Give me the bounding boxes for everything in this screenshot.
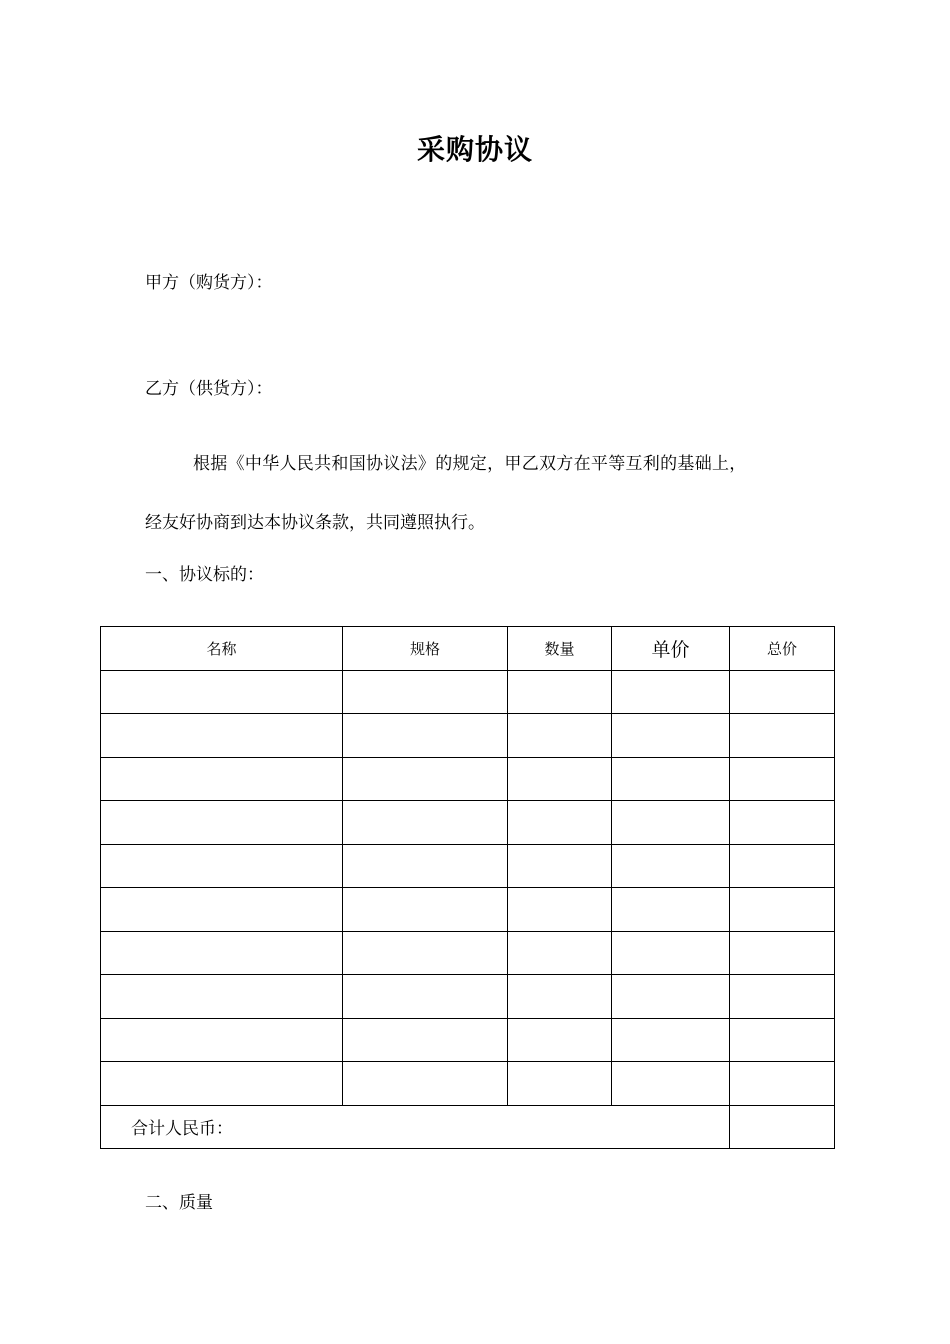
table-row	[101, 1018, 835, 1062]
cell-name[interactable]	[101, 1062, 343, 1106]
cell-quantity[interactable]	[508, 931, 612, 975]
cell-total-price[interactable]	[730, 714, 835, 758]
cell-spec[interactable]	[343, 801, 508, 845]
cell-total-price[interactable]	[730, 670, 835, 714]
cell-total-price[interactable]	[730, 1018, 835, 1062]
cell-name[interactable]	[101, 801, 343, 845]
cell-spec[interactable]	[343, 975, 508, 1019]
cell-name[interactable]	[101, 1018, 343, 1062]
cell-unit-price[interactable]	[612, 1018, 730, 1062]
cell-total-price[interactable]	[730, 931, 835, 975]
cell-spec[interactable]	[343, 670, 508, 714]
cell-name[interactable]	[101, 975, 343, 1019]
cell-unit-price[interactable]	[612, 714, 730, 758]
cell-quantity[interactable]	[508, 975, 612, 1019]
cell-total-price[interactable]	[730, 1062, 835, 1106]
party-b-label: 乙方（供货方）：	[145, 379, 273, 399]
cell-name[interactable]	[101, 714, 343, 758]
cell-unit-price[interactable]	[612, 801, 730, 845]
cell-total-price[interactable]	[730, 801, 835, 845]
table-row	[101, 1062, 835, 1106]
cell-quantity[interactable]	[508, 801, 612, 845]
cell-spec[interactable]	[343, 757, 508, 801]
intro-paragraph-line-1: 根据《中华人民共和国协议法》的规定，甲乙双方在平等互利的基础上，	[193, 454, 747, 474]
table-row	[101, 801, 835, 845]
cell-unit-price[interactable]	[612, 975, 730, 1019]
cell-total-price[interactable]	[730, 975, 835, 1019]
cell-total-price[interactable]	[730, 757, 835, 801]
cell-quantity[interactable]	[508, 670, 612, 714]
section-1-heading: 一、协议标的：	[145, 565, 264, 585]
cell-spec[interactable]	[343, 931, 508, 975]
document-title: 采购协议	[416, 133, 533, 166]
cell-quantity[interactable]	[508, 844, 612, 888]
table-row	[101, 975, 835, 1019]
header-quantity: 数量	[508, 627, 612, 671]
section-2-heading: 二、质量	[145, 1193, 213, 1213]
table-row	[101, 931, 835, 975]
cell-name[interactable]	[101, 757, 343, 801]
cell-spec[interactable]	[343, 714, 508, 758]
table-row	[101, 844, 835, 888]
cell-quantity[interactable]	[508, 1018, 612, 1062]
goods-table	[100, 626, 835, 1149]
header-unit-price: 单价	[612, 627, 730, 671]
cell-quantity[interactable]	[508, 888, 612, 932]
cell-spec[interactable]	[343, 888, 508, 932]
cell-unit-price[interactable]	[612, 888, 730, 932]
cell-name[interactable]	[101, 888, 343, 932]
cell-total-price[interactable]	[730, 844, 835, 888]
cell-quantity[interactable]	[508, 1062, 612, 1106]
party-a-label: 甲方（购货方）：	[145, 273, 273, 293]
cell-unit-price[interactable]	[612, 844, 730, 888]
total-label: 合计人民币：	[101, 1105, 730, 1149]
table-row	[101, 888, 835, 932]
header-spec: 规格	[343, 627, 508, 671]
cell-spec[interactable]	[343, 844, 508, 888]
table-row	[101, 714, 835, 758]
cell-total-price[interactable]	[730, 888, 835, 932]
cell-quantity[interactable]	[508, 757, 612, 801]
table-total-row	[101, 1105, 835, 1149]
cell-unit-price[interactable]	[612, 757, 730, 801]
table-header-row	[101, 627, 835, 671]
cell-unit-price[interactable]	[612, 931, 730, 975]
header-total-price: 总价	[730, 627, 835, 671]
cell-unit-price[interactable]	[612, 1062, 730, 1106]
header-name: 名称	[101, 627, 343, 671]
table-row	[101, 757, 835, 801]
cell-name[interactable]	[101, 670, 343, 714]
cell-spec[interactable]	[343, 1062, 508, 1106]
cell-spec[interactable]	[343, 1018, 508, 1062]
total-amount-cell[interactable]	[730, 1105, 835, 1149]
table-row	[101, 670, 835, 714]
intro-paragraph-line-2: 经友好协商到达本协议条款，共同遵照执行。	[145, 513, 485, 533]
cell-name[interactable]	[101, 931, 343, 975]
cell-unit-price[interactable]	[612, 670, 730, 714]
cell-quantity[interactable]	[508, 714, 612, 758]
cell-name[interactable]	[101, 844, 343, 888]
